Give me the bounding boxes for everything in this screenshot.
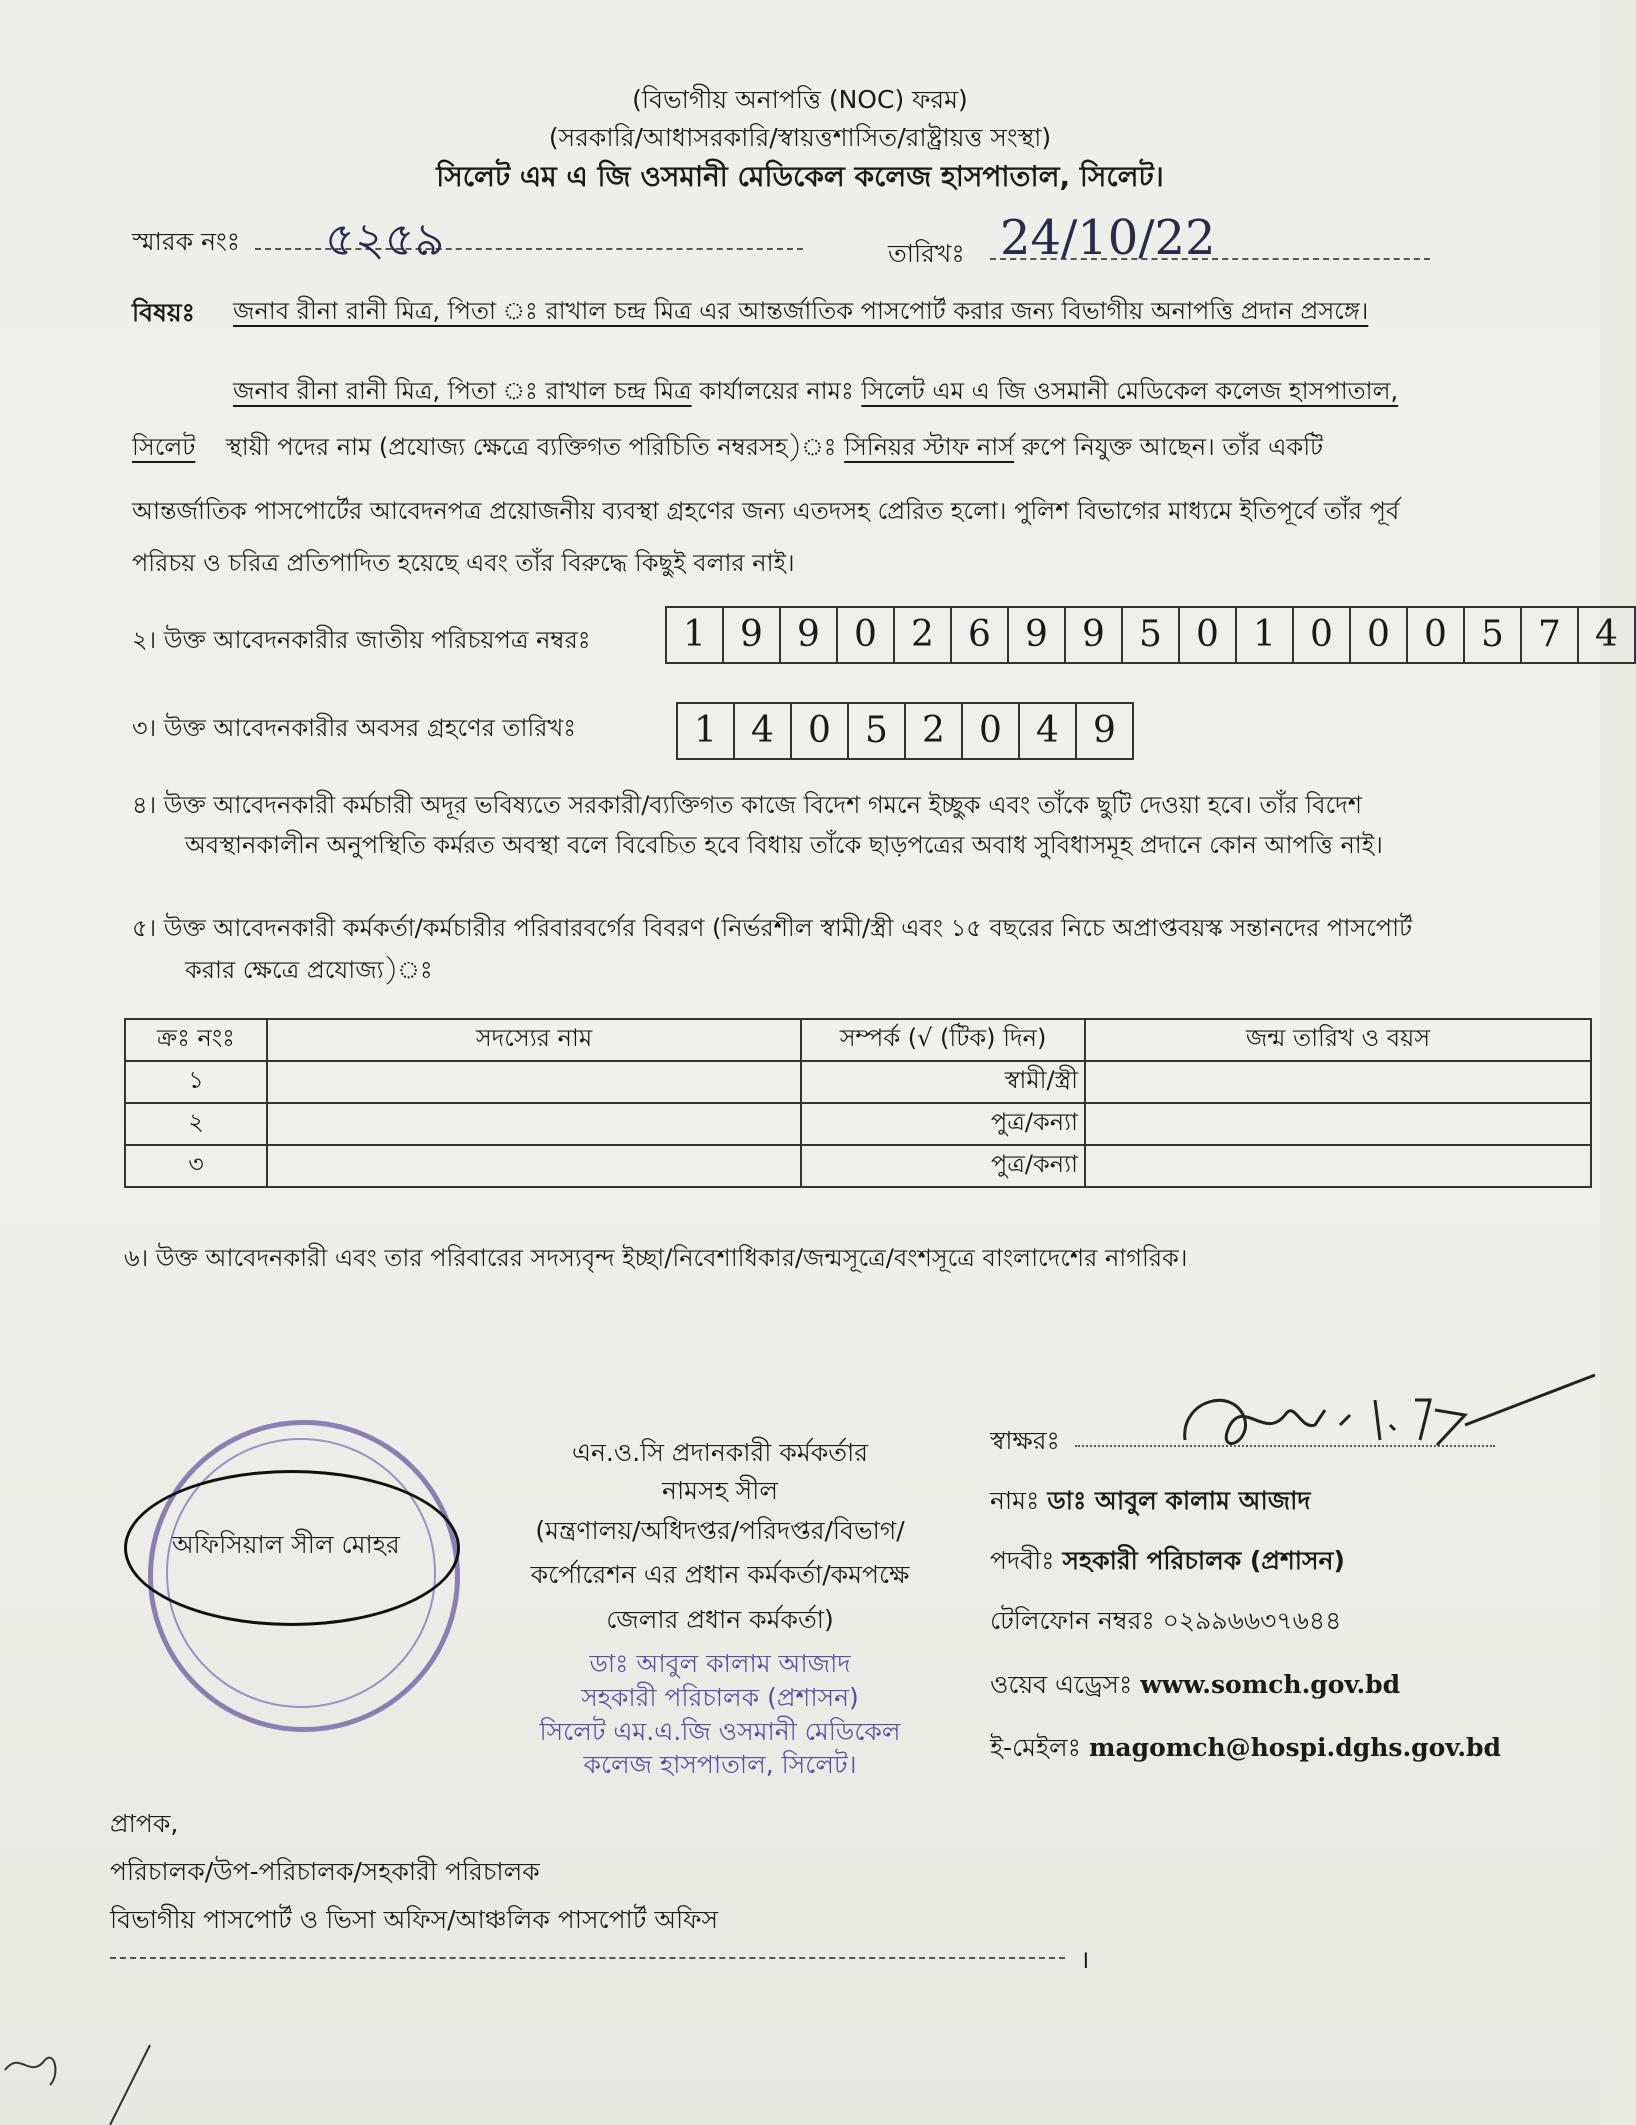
web-address-link[interactable]: www.somch.gov.bd [1140,1670,1401,1699]
family-table-header [125,1019,1591,1061]
retirement-label: ৩। উক্ত আবেদনকারীর অবসর গ্রহণের তারিখঃ [132,714,577,742]
item4-line2: অবস্থানকালীন অনুপস্থিতি কর্মরত অবস্থা বলে বিবেচিত হবে বিধায় তাঁকে ছাড়পত্রের অবাধ সুবিধাসমূহ প্রদানে কোন আপত্তি নাই। [185,831,1383,859]
name-label: নামঃ [990,1486,1048,1515]
item5-line2: করার ক্ষেত্রে প্রযোজ্য)ঃ [185,956,433,984]
seal-line-1: এন.ও.সি প্রদানকারী কর্মকর্তার [571,1438,869,1467]
nid-digit-box: 0 [1351,608,1408,662]
row-dob[interactable] [1085,1061,1591,1103]
nid-digit-box: 1 [1237,608,1294,662]
date-label: তারিখঃ [888,239,965,268]
col-relation: সম্পর্ক (√ (টিক) দিন) [801,1019,1085,1061]
retirement-digit-box: 1 [678,704,735,758]
col-member-name: সদস্যের নাম [267,1019,801,1061]
seal-line-4: কর্পোরেশন এর প্রধান কর্মকর্তা/কমপক্ষে [530,1560,910,1589]
retirement-digit-box: 0 [963,704,1020,758]
subject-label: বিষয়ঃ [132,298,195,327]
col-dob-age: জন্ম তারিখ ও বয়স [1085,1019,1591,1061]
subject-text: জনাব রীনা রানী মিত্র, পিতা ঃ রাখাল চন্দ্র মিত্র এর আন্তর্জাতিক পাসপোর্ট করার জন্য বিভাগীয় অনাপত্তি প্রদান প্রসঙ্গে। [233,297,1369,325]
email-label: ই-মেইলঃ [990,1733,1089,1762]
nid-digit-box: 9 [1009,608,1066,662]
item4-line1: ৪। উক্ত আবেদনকারী কর্মচারী অদূর ভবিষ্যতে সরকারী/ব্যক্তিগত কাজে বিদেশ গমনে ইচ্ছুক এবং তাঁকে ছুটি দেওয়া হবে। তাঁর বিদেশ [132,791,1362,819]
seal-line-2: নামসহ সীল [662,1476,778,1505]
stamp-office-1: সিলেট এম.এ.জি ওসমানী মেডিকেল [539,1717,901,1746]
seal-line-3: (মন্ত্রণালয়/অধিদপ্তর/পরিদপ্তর/বিভাগ/ [535,1516,905,1545]
nid-digit-box: 0 [1408,608,1465,662]
web-label: ওয়েব এড্রেসঃ [990,1670,1141,1699]
office-name-cont: সিলেট [132,433,196,461]
email-row [990,1728,1501,1771]
retirement-digit-box: 4 [735,704,792,758]
nid-digit-box: 7 [1522,608,1579,662]
col-serial: ক্রঃ নংঃ [125,1019,267,1061]
row-relation[interactable]: পুত্র/কন্যা [801,1145,1085,1187]
para1-line3: আন্তর্জাতিক পাসপোর্টের আবেদনপত্র প্রয়োজনীয় ব্যবস্থা গ্রহণের জন্য এতদসহ প্রেরিত হলো। পুলিশ বিভাগের মাধ্যমে ইতিপূর্বে তাঁর পূর্ব [132,497,1400,525]
stamp-name: ডাঃ আবুল কালাম আজাদ [589,1649,851,1678]
row-dob[interactable] [1085,1145,1591,1187]
email-address-link[interactable]: magomch@hospi.dghs.gov.bd [1088,1733,1501,1762]
nid-label: ২। উক্ত আবেদনকারীর জাতীয় পরিচয়পত্র নম্বরঃ [132,626,591,654]
signature-label: স্বাক্ষরঃ [990,1426,1060,1455]
recipient-dotline [110,1957,1065,1959]
nid-digit-box: 9 [1066,608,1123,662]
recipient-line-2: পরিচালক/উপ-পরিচালক/সহকারী পরিচালক [110,1857,540,1886]
recipient-dotline-end: । [1080,1945,1090,1974]
retirement-digit-box: 2 [906,704,963,758]
retirement-digit-box: 9 [1093,710,1116,751]
nid-number-boxes [665,606,1636,664]
form-header-title: (বিভাগীয় অনাপত্তি (NOC) ফরম) [632,85,968,114]
nid-digit-box: 1 [667,608,724,662]
signatory-name: ডাঃ আবুল কালাম আজাদ [1047,1486,1311,1515]
phone-row [990,1601,1341,1644]
row-relation[interactable]: স্বামী/স্ত্রী [801,1061,1085,1103]
nid-digit-box: 9 [781,608,838,662]
recipient-label: প্রাপক, [110,1809,179,1838]
nid-digit-box: 0 [838,608,895,662]
handwritten-signature [1175,1370,1600,1480]
nid-digit-box: 9 [724,608,781,662]
nid-digit-box: 6 [952,608,1009,662]
date-value: 24/10/22 [1000,210,1216,266]
retirement-digit-box: 0 [792,704,849,758]
post-label: স্থায়ী পদের নাম (প্রযোজ্য ক্ষেত্রে ব্যক্তিগত পরিচিতি নম্বরসহ)ঃ [225,433,837,461]
signatory-designation: সহকারী পরিচালক (প্রশাসন) [1062,1546,1345,1575]
web-row [990,1665,1400,1708]
para1-line4: পরিচয় ও চরিত্র প্রতিপাদিত হয়েছে এবং তাঁর বিরুদ্ধে কিছুই বলার নাই। [132,549,795,577]
row-member-name[interactable] [267,1103,801,1145]
stamp-designation: সহকারী পরিচালক (প্রশাসন) [581,1683,859,1712]
stamp-office-2: কলেজ হাসপাতাল, সিলেট। [583,1750,857,1779]
office-label: কার্যালয়ের নামঃ [691,377,862,405]
row-serial: ৩ [125,1145,267,1187]
retirement-date-boxes [676,702,1134,760]
designation-label: পদবীঃ [990,1546,1063,1575]
phone-number: ০২৯৯৬৬৩৭৬৪৪ [1162,1606,1342,1635]
retirement-digit-box: 4 [1020,704,1077,758]
family-table [124,1018,1592,1188]
nid-digit-box: 2 [895,608,952,662]
post-name: সিনিয়র স্টাফ নার্স [844,433,1015,461]
official-seal-label: অফিসিয়াল সীল মোহর [172,1530,400,1559]
item6-text: ৬। উক্ত আবেদনকারী এবং তার পরিবারের সদস্যবৃন্দ ইচ্ছা/নিবেশাধিকার/জন্মসূত্রে/বংশসূত্রে বাংলাদেশের নাগরিক। [124,1244,1188,1272]
form-header-subtitle: (সরকারি/আধাসরকারি/স্বায়ত্তশাসিত/রাষ্ট্রায়ত্ত সংস্থা) [548,123,1052,152]
table-row [125,1061,1591,1103]
designation-row [990,1541,1345,1584]
table-row [125,1103,1591,1145]
ref-label: স্মারক নংঃ [132,227,241,256]
nid-digit-box: 0 [1180,608,1237,662]
para1-line1 [233,373,1398,413]
phone-label: টেলিফোন নম্বরঃ [990,1606,1163,1635]
row-serial: ২ [125,1103,267,1145]
nid-digit-box: 0 [1294,608,1351,662]
institution-name: সিলেট এম এ জি ওসমানী মেডিকেল কলেজ হাসপাতাল, সিলেট। [436,160,1164,193]
row-relation[interactable]: পুত্র/কন্যা [801,1103,1085,1145]
para1-line2 [132,429,1323,469]
row-serial: ১ [125,1061,267,1103]
retirement-digit-box: 5 [849,704,906,758]
nid-digit-box: 5 [1123,608,1180,662]
row-member-name[interactable] [267,1061,801,1103]
seal-line-5: জেলার প্রধান কর্মকর্তা) [606,1605,834,1634]
recipient-line-3: বিভাগীয় পাসপোর্ট ও ভিসা অফিস/আঞ্চলিক পাসপোর্ট অফিস [110,1905,718,1934]
item5-line1: ৫। উক্ত আবেদনকারী কর্মকর্তা/কর্মচারীর পরিবারবর্গের বিবরণ (নির্ভরশীল স্বামী/স্ত্রী এবং ১৫ বছরের নিচে অপ্রাপ্তবয়স্ক সন্তানদের পাসপোর্ট [132,914,1413,942]
name-row [990,1481,1311,1524]
applicant-name: জনাব রীনা রানী মিত্র, পিতা ঃ রাখাল চন্দ্র মিত্র [233,377,692,405]
office-name: সিলেট এম এ জি ওসমানী মেডিকেল কলেজ হাসপাতাল, [861,377,1399,405]
margin-pencil-marks [0,2030,180,2125]
row-dob[interactable] [1085,1103,1591,1145]
table-row [125,1145,1591,1187]
row-member-name[interactable] [267,1145,801,1187]
nid-digit-box: 5 [1465,608,1522,662]
nid-digit-box: 4 [1595,614,1618,655]
ref-number: ৫২৫৯ [325,212,445,266]
para1-line2-tail: রুপে নিযুক্ত আছেন। তাঁর একটি [1021,433,1324,461]
